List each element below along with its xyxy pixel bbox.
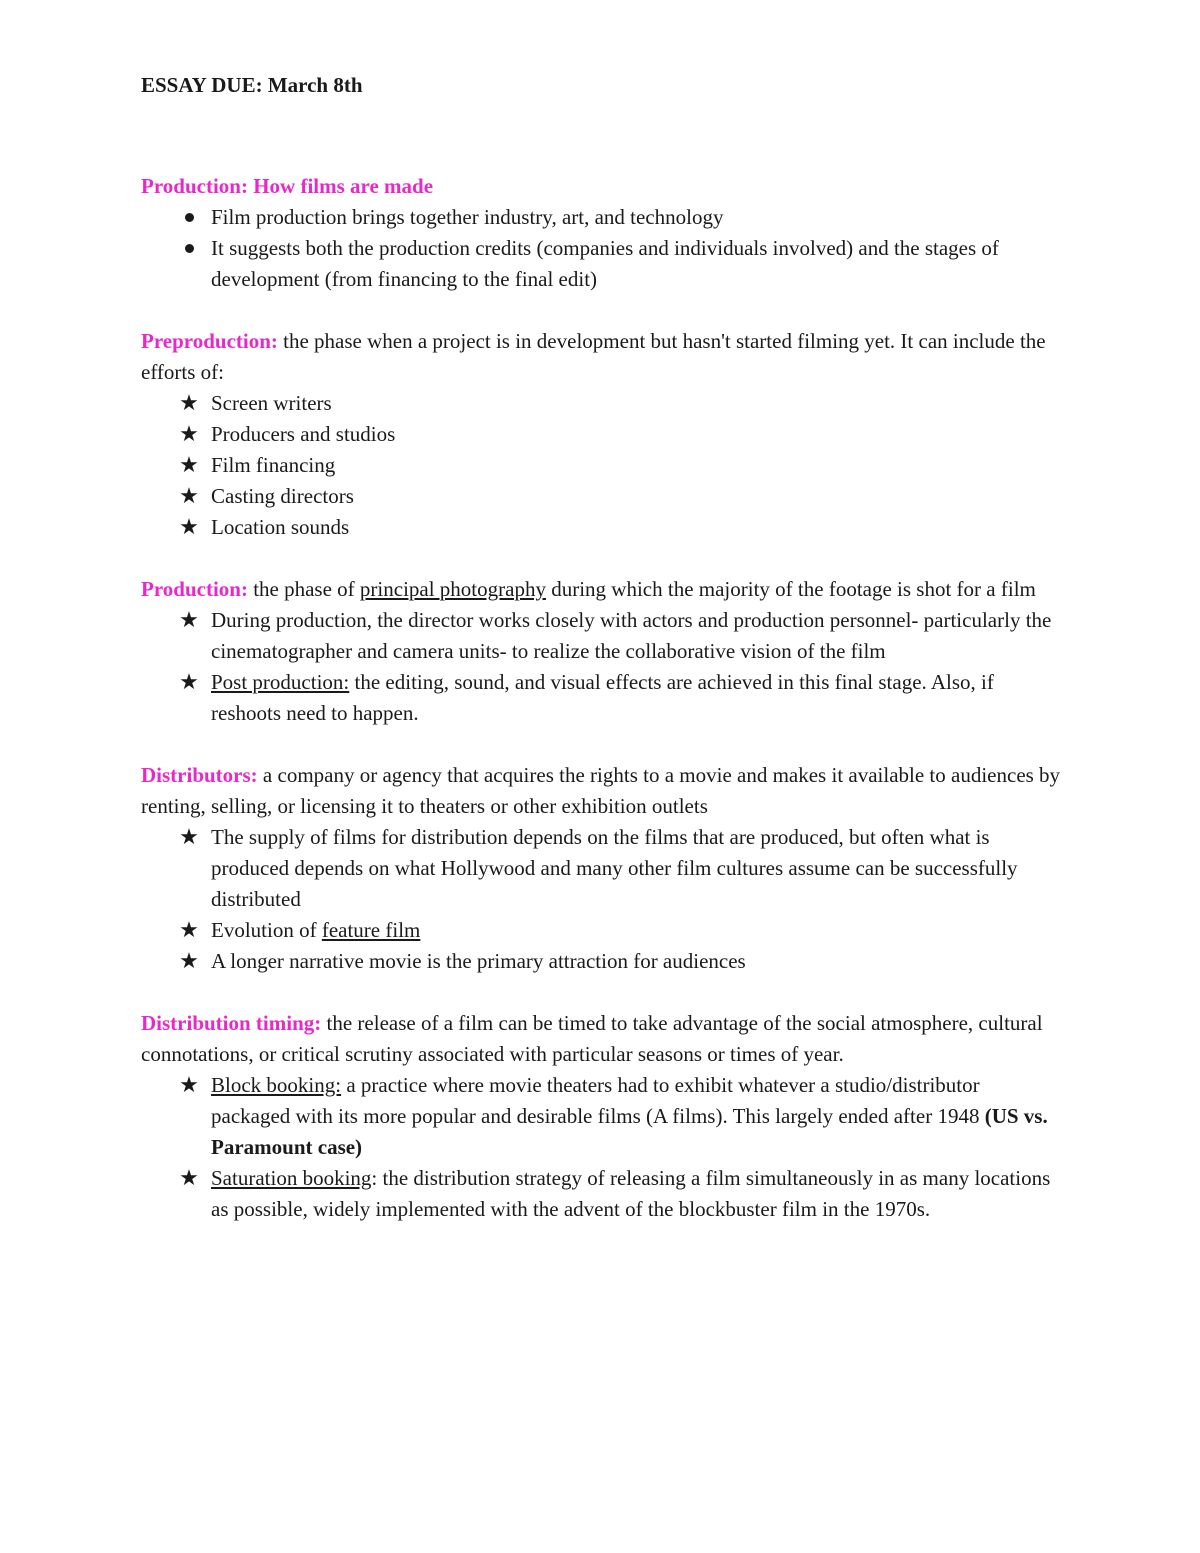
star-icon: ★ bbox=[179, 1073, 199, 1098]
star-icon: ★ bbox=[179, 825, 199, 850]
star-icon: ★ bbox=[179, 391, 199, 416]
section-heading: Preproduction: bbox=[141, 329, 278, 353]
star-icon: ★ bbox=[179, 484, 199, 509]
star-icon: ★ bbox=[179, 422, 199, 447]
star-icon: ★ bbox=[179, 515, 199, 540]
list-item: ★ Screen writers bbox=[141, 388, 1061, 419]
list-item: ★ Casting directors bbox=[141, 481, 1061, 512]
list-item: ★ Saturation booking: the distribution strategy of releasing a film simultaneously in as many locations as possible, widely implemented with the advent of the blockbuster film in the 1970s. bbox=[141, 1163, 1061, 1225]
underlined-term: Block booking: bbox=[211, 1073, 342, 1097]
bullet-list bbox=[141, 202, 1061, 295]
star-icon: ★ bbox=[179, 670, 199, 695]
list-item: ★ Evolution of feature film bbox=[141, 915, 1061, 946]
bold-case-name: (US vs. Paramount case) bbox=[211, 1104, 1048, 1159]
star-list bbox=[141, 605, 1061, 729]
list-item: ★ Location sounds bbox=[141, 512, 1061, 543]
list-item: ★ Producers and studios bbox=[141, 419, 1061, 450]
essay-due-line: ESSAY DUE: March 8th bbox=[141, 73, 363, 97]
section-heading: Production: bbox=[141, 577, 248, 601]
section-paragraph: Production: the phase of principal photography during which the majority of the footage is shot for a film bbox=[141, 577, 1036, 601]
underlined-term: Post production: bbox=[211, 670, 350, 694]
star-icon: ★ bbox=[179, 918, 199, 943]
star-list bbox=[141, 822, 1061, 977]
section-production-intro bbox=[141, 171, 1061, 295]
section-distributors bbox=[141, 760, 1061, 977]
star-list bbox=[141, 388, 1061, 543]
list-item: ★ The supply of films for distribution depends on the films that are produced, but often what is produced depends on what Hollywood and many other film cultures assume can be successfully distributed bbox=[141, 822, 1061, 915]
star-icon: ★ bbox=[179, 949, 199, 974]
section-distribution-timing bbox=[141, 1008, 1061, 1225]
list-item: It suggests both the production credits (companies and individuals involved) and the stages of development (from financing to the final edit) bbox=[141, 233, 1061, 295]
section-heading: Production: How films are made bbox=[141, 174, 434, 198]
section-paragraph: Distribution timing: the release of a film can be timed to take advantage of the social atmosphere, cultural connotations, or critical scrutiny associated with particular seasons or times of year. bbox=[141, 1011, 1043, 1066]
star-list bbox=[141, 1070, 1061, 1225]
list-item: Film production brings together industry, art, and technology bbox=[141, 202, 1061, 233]
star-icon: ★ bbox=[179, 453, 199, 478]
section-heading: Distribution timing: bbox=[141, 1011, 322, 1035]
document-content bbox=[141, 70, 1061, 1225]
star-icon: ★ bbox=[179, 608, 199, 633]
section-paragraph: Distributors: a company or agency that acquires the rights to a movie and makes it available to audiences by renting, selling, or licensing it to theaters or other exhibition outlets bbox=[141, 763, 1061, 818]
list-item: ★ During production, the director works closely with actors and production personnel- particularly the cinematographer and camera units- to realize the collaborative vision of the film bbox=[141, 605, 1061, 667]
section-production bbox=[141, 574, 1061, 729]
list-item: ★ Post production: the editing, sound, and visual effects are achieved in this final stage. Also, if reshoots need to happen. bbox=[141, 667, 1061, 729]
underlined-term: Saturation booking bbox=[211, 1166, 372, 1190]
section-heading: Distributors: bbox=[141, 763, 258, 787]
dot-icon bbox=[177, 233, 201, 264]
list-item: ★ A longer narrative movie is the primary attraction for audiences bbox=[141, 946, 1061, 977]
section-preproduction bbox=[141, 326, 1061, 543]
underlined-term: principal photography bbox=[359, 577, 546, 601]
star-icon: ★ bbox=[179, 1166, 199, 1191]
section-paragraph: Preproduction: the phase when a project is in development but hasn't started filming yet. It can include the efforts of: bbox=[141, 329, 1046, 384]
list-item: ★ Film financing bbox=[141, 450, 1061, 481]
list-item: ★ Block booking: a practice where movie theaters had to exhibit whatever a studio/distributor packaged with its more popular and desirable films (A films). This largely ended after 1948 (US vs. Paramount case) bbox=[141, 1070, 1061, 1163]
dot-icon bbox=[177, 202, 201, 233]
underlined-term: feature film bbox=[321, 918, 421, 942]
